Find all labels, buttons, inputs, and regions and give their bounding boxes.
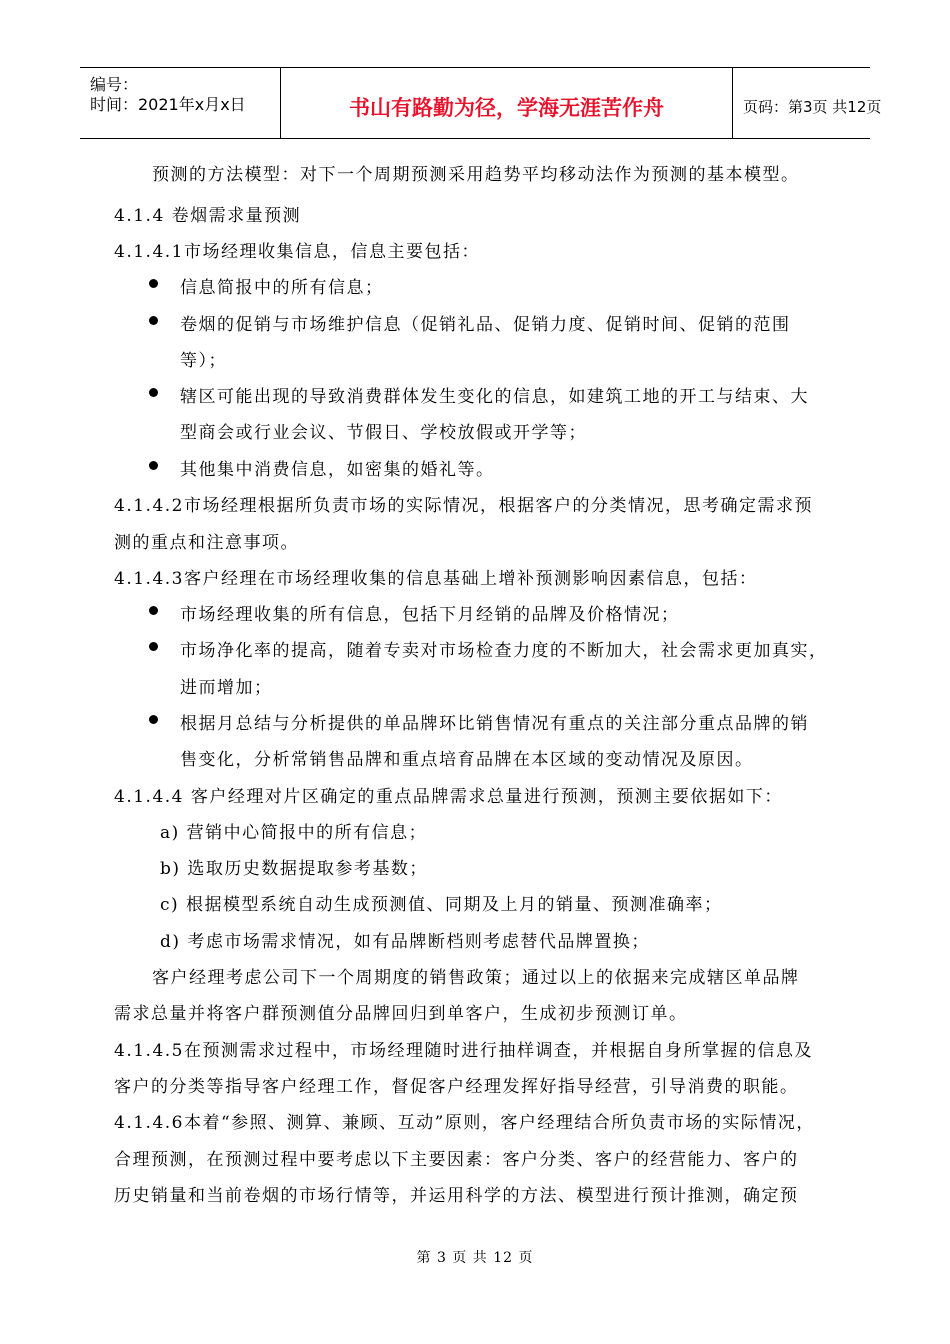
list-item-continuation: 进而增加； (180, 678, 273, 698)
list-item-continuation: 售变化，分析常销售品牌和重点培育品牌在本区域的变动情况及原因。 (180, 750, 754, 770)
header-page-number: 页码：第3页 共12页 (743, 98, 882, 116)
paragraph-line: 客户经理考虑公司下一个周期度的销售政策；通过以上的依据来完成辖区单品牌 (152, 968, 800, 988)
paragraph-line: 4.1.4.4 客户经理对片区确定的重点品牌需求总量进行预测，预测主要依据如下： (114, 787, 783, 807)
list-item: 市场净化率的提高，随着专卖对市场检查力度的不断加大，社会需求更加真实， (180, 641, 828, 661)
paragraph-line: 预测的方法模型：对下一个周期预测采用趋势平均移动法作为预测的基本模型。 (152, 165, 800, 185)
paragraph-line: 需求总量并将客户群预测值分品牌回归到单客户，生成初步预测订单。 (114, 1004, 688, 1024)
list-item: 卷烟的促销与市场维护信息（促销礼品、促销力度、促销时间、促销的范围 (180, 315, 791, 335)
enumerated-item: d) 考虑市场需求情况，如有品牌断档则考虑替代品牌置换； (160, 932, 650, 952)
bullet-icon (149, 279, 158, 288)
list-item: 市场经理收集的所有信息，包括下月经销的品牌及价格情况； (180, 605, 680, 625)
list-item: 信息简报中的所有信息； (180, 278, 384, 298)
paragraph-line: 4.1.4.5在预测需求过程中，市场经理随时进行抽样调查，并根据自身所掌握的信息及 (114, 1041, 813, 1061)
section-heading: 4.1.4 卷烟需求量预测 (114, 206, 302, 226)
enumerated-item: a) 营销中心简报中的所有信息； (160, 823, 428, 843)
paragraph-line: 4.1.4.6本着“参照、测算、兼顾、互动”原则，客户经理结合所负责市场的实际情况， (114, 1113, 815, 1133)
header-motto: 书山有路勤为径，学海无涯苦作舟 (349, 96, 664, 120)
paragraph-line: 4.1.4.3客户经理在市场经理收集的信息基础上增补预测影响因素信息，包括： (114, 569, 758, 589)
bullet-icon (149, 642, 158, 651)
header-left-cell (80, 68, 280, 138)
header-center-cell (280, 68, 733, 138)
page-header (80, 67, 882, 139)
enumerated-item: c) 根据模型系统自动生成预测值、同期及上月的销量、预测准确率； (160, 895, 723, 915)
bullet-icon (149, 316, 158, 325)
document-number-label: 编号： (90, 75, 139, 94)
bullet-icon (149, 606, 158, 615)
paragraph-line: 测的重点和注意事项。 (114, 533, 299, 553)
list-item: 其他集中消费信息，如密集的婚礼等。 (180, 460, 495, 480)
bullet-icon (149, 461, 158, 470)
paragraph-line: 客户的分类等指导客户经理工作，督促客户经理发挥好指导经营，引导消费的职能。 (114, 1077, 799, 1097)
enumerated-item: b) 选取历史数据提取参考基数； (160, 859, 428, 879)
page-footer: 第 3 页 共 12 页 (416, 1250, 534, 1266)
bullet-icon (149, 715, 158, 724)
header-right-cell (733, 68, 882, 138)
list-item-continuation: 型商会或行业会议、节假日、学校放假或开学等； (180, 423, 587, 443)
paragraph-line: 合理预测，在预测过程中要考虑以下主要因素：客户分类、客户的经营能力、客户的 (114, 1150, 799, 1170)
paragraph-line: 4.1.4.1市场经理收集信息，信息主要包括： (114, 242, 480, 262)
bullet-icon (149, 388, 158, 397)
paragraph-line: 4.1.4.2市场经理根据所负责市场的实际情况，根据客户的分类情况，思考确定需求预 (114, 496, 813, 516)
paragraph-line: 历史销量和当前卷烟的市场行情等，并运用科学的方法、模型进行预计推测，确定预 (114, 1186, 799, 1206)
list-item: 辖区可能出现的导致消费群体发生变化的信息，如建筑工地的开工与结束、大 (180, 387, 809, 407)
list-item-continuation: 等）； (180, 351, 227, 371)
list-item: 根据月总结与分析提供的单品牌环比销售情况有重点的关注部分重点品牌的销 (180, 714, 809, 734)
document-date-label: 时间：2021年x月x日 (90, 95, 246, 114)
